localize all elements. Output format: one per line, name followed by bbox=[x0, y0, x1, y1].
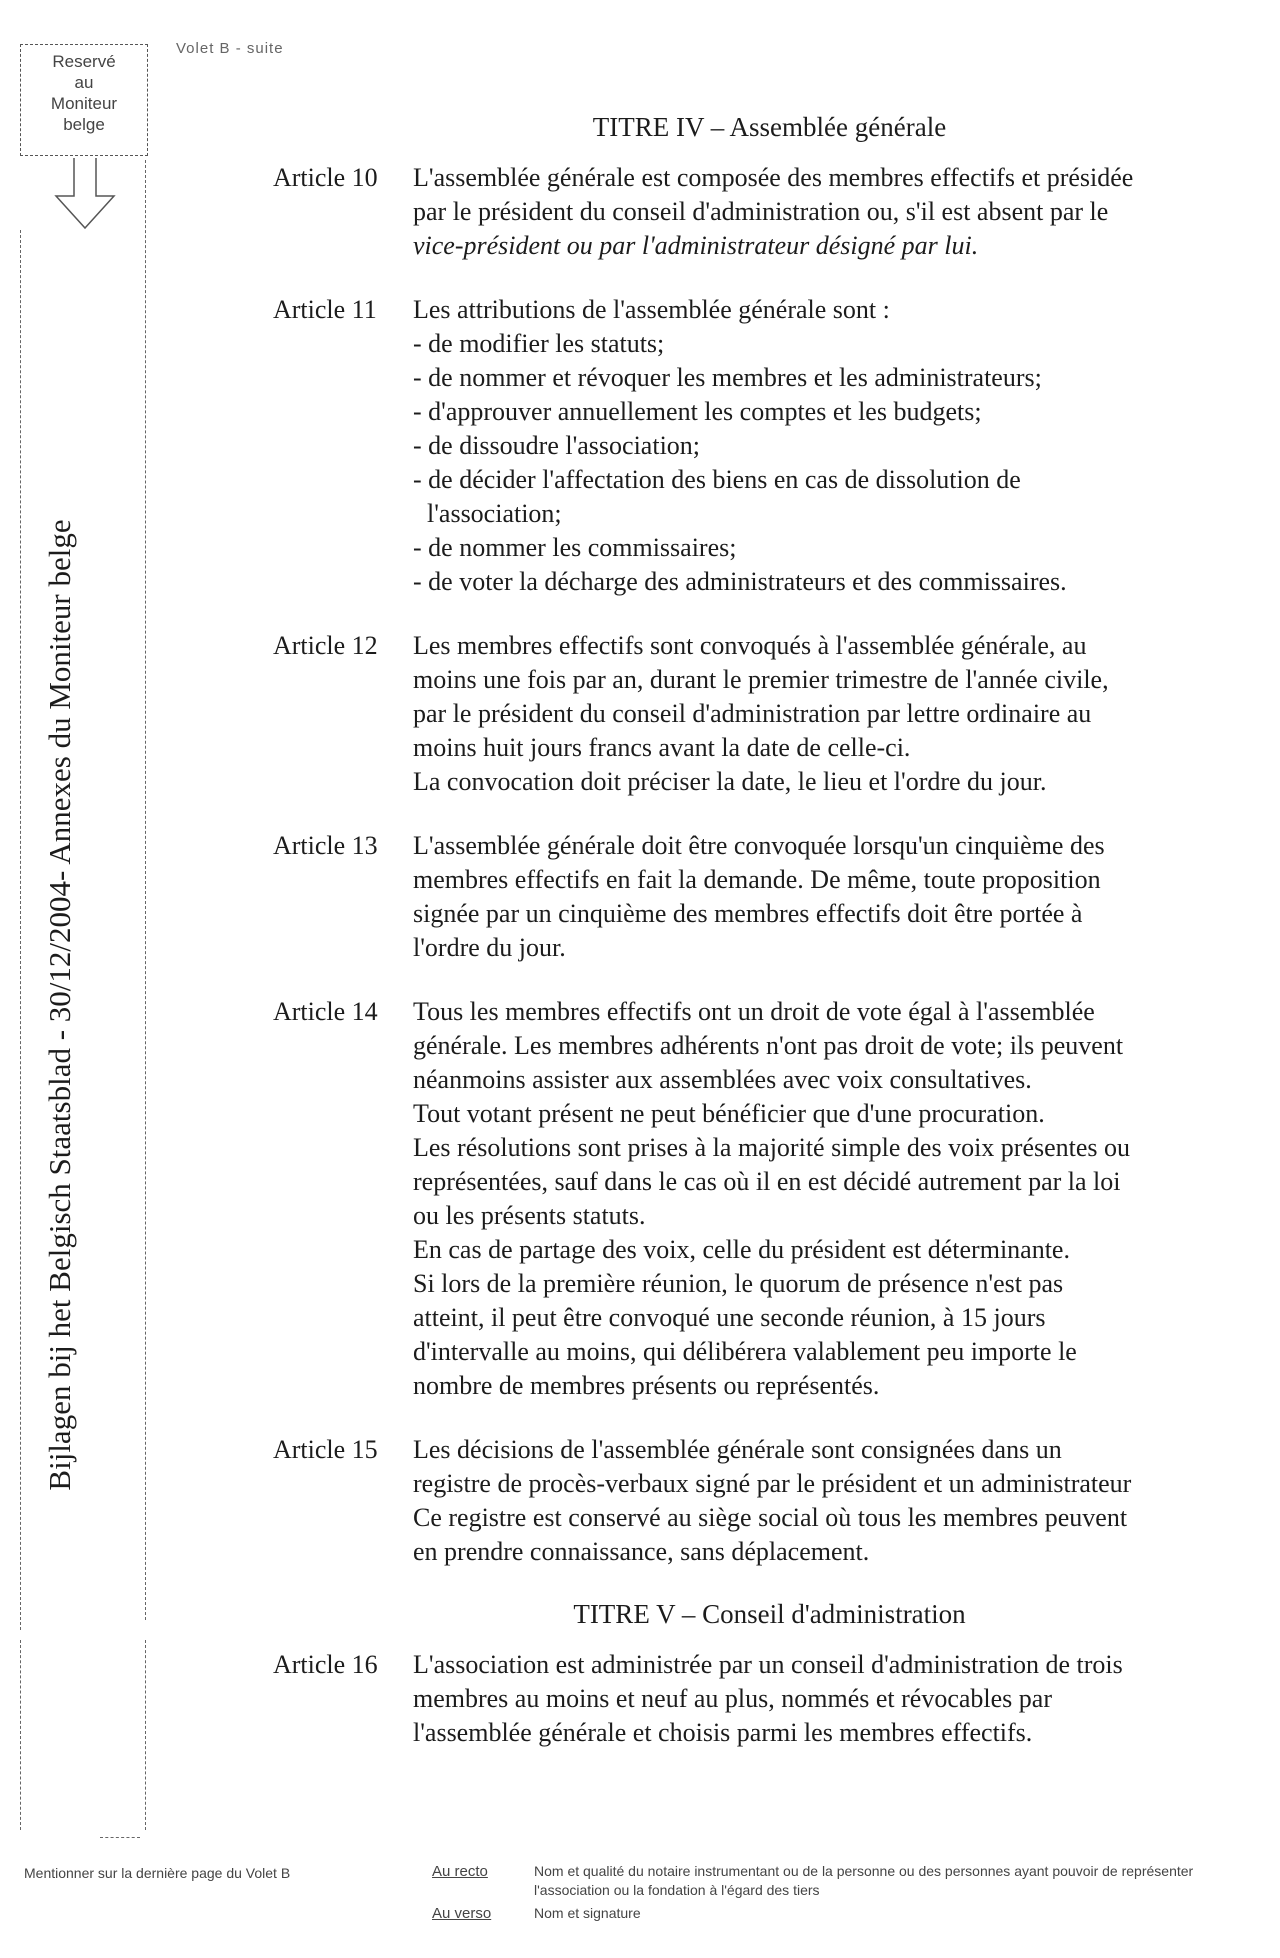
article-line: Les résolutions sont prises à la majorité simple des voix présentes ou bbox=[413, 1133, 1131, 1162]
article-block bbox=[273, 829, 1258, 965]
reserve-line: Reservé bbox=[52, 52, 116, 71]
reserve-line: belge bbox=[63, 115, 105, 134]
article-line: - de nommer les commissaires; bbox=[413, 533, 737, 562]
article-line: - de décider l'affectation des biens en cas de dissolution de bbox=[413, 465, 1021, 494]
article-line: - de modifier les statuts; bbox=[413, 329, 665, 358]
article-label: Article 16 bbox=[273, 1650, 378, 1679]
margin-dashed-line bbox=[20, 1640, 21, 1830]
article-block bbox=[273, 1648, 1258, 1750]
article-line: En cas de partage des voix, celle du président est déterminante. bbox=[413, 1235, 1070, 1264]
article-body bbox=[413, 995, 1258, 1403]
article-label: Article 15 bbox=[273, 1435, 378, 1464]
article-line: moins huit jours francs avant la date de celle-ci. bbox=[413, 733, 911, 762]
reserve-box bbox=[20, 44, 148, 156]
document-body bbox=[273, 112, 1258, 1780]
article-line: La convocation doit préciser la date, le lieu et l'ordre du jour. bbox=[413, 767, 1047, 796]
article-line: Tous les membres effectifs ont un droit de vote égal à l'assemblée bbox=[413, 997, 1095, 1026]
article-line: l'association; bbox=[427, 499, 562, 528]
article-line: nombre de membres présents ou représentés. bbox=[413, 1371, 880, 1400]
article-line: représentées, sauf dans le cas où il en est décidé autrement par la loi bbox=[413, 1167, 1121, 1196]
article-line: par le président du conseil d'administration ou, s'il est absent par le bbox=[413, 197, 1109, 226]
article-line: L'assemblée générale doit être convoquée lorsqu'un cinquième des bbox=[413, 831, 1105, 860]
article-line: L'assemblée générale est composée des membres effectifs et présidée bbox=[413, 163, 1134, 192]
article-body bbox=[413, 293, 1258, 599]
down-arrow-icon bbox=[52, 156, 118, 230]
article-label: Article 13 bbox=[273, 831, 378, 860]
article-label: Article 14 bbox=[273, 997, 378, 1026]
article-line: registre de procès-verbaux signé par le président et un administrateur bbox=[413, 1469, 1132, 1498]
article-line: Les attributions de l'assemblée générale sont : bbox=[413, 295, 890, 324]
article-label: Article 11 bbox=[273, 295, 377, 324]
article-line: par le président du conseil d'administration par lettre ordinaire au bbox=[413, 699, 1092, 728]
margin-dashed-line bbox=[20, 230, 21, 1630]
titre-v-heading: TITRE V – Conseil d'administration bbox=[573, 1599, 966, 1629]
article-line: - de dissoudre l'association; bbox=[413, 431, 701, 460]
article-line: d'intervalle au moins, qui délibérera valablement peu importe le bbox=[413, 1337, 1077, 1366]
article-line: signée par un cinquième des membres effectifs doit être portée à bbox=[413, 899, 1083, 928]
footer-verso-label: Au verso bbox=[432, 1905, 492, 1922]
article-line: vice-président ou par l'administrateur désigné par lui. bbox=[413, 231, 979, 260]
article-block bbox=[273, 629, 1258, 799]
article-body bbox=[413, 1433, 1258, 1569]
article-line: membres au moins et neuf au plus, nommés et révocables par bbox=[413, 1684, 1052, 1713]
article-block bbox=[273, 293, 1258, 599]
article-body bbox=[413, 161, 1258, 263]
article-line: Les décisions de l'assemblée générale sont consignées dans un bbox=[413, 1435, 1062, 1464]
article-line: moins une fois par an, durant le premier trimestre de l'année civile, bbox=[413, 665, 1109, 694]
article-block bbox=[273, 995, 1258, 1403]
article-line: en prendre connaissance, sans déplacement. bbox=[413, 1537, 870, 1566]
margin-dashed-line bbox=[145, 1640, 146, 1830]
article-line: - de nommer et révoquer les membres et les administrateurs; bbox=[413, 363, 1042, 392]
footer-divider bbox=[100, 1837, 140, 1838]
titre-iv-heading: TITRE IV – Assemblée générale bbox=[592, 112, 947, 142]
article-line: L'association est administrée par un conseil d'administration de trois bbox=[413, 1650, 1123, 1679]
footer-recto-text: Nom et qualité du notaire instrumentant ou de la personne ou des personnes ayant pouvoir de représenter l'association ou la fondation à l'égard des tiers bbox=[534, 1863, 1194, 1898]
articles-iv bbox=[273, 161, 1258, 1569]
reserve-line: Moniteur bbox=[50, 94, 118, 113]
article-line: ou les présents statuts. bbox=[413, 1201, 646, 1230]
article-label: Article 12 bbox=[273, 631, 378, 660]
top-note: Volet B - suite bbox=[176, 40, 284, 57]
margin-dashed-line bbox=[145, 160, 146, 1620]
article-block bbox=[273, 1433, 1258, 1569]
article-body bbox=[413, 829, 1258, 965]
reserve-line: au bbox=[74, 73, 94, 92]
article-body bbox=[413, 629, 1258, 799]
article-block bbox=[273, 161, 1258, 263]
footer-verso-text: Nom et signature bbox=[534, 1905, 641, 1921]
article-line: Les membres effectifs sont convoqués à l'assemblée générale, au bbox=[413, 631, 1087, 660]
article-line: néanmoins assister aux assemblées avec voix consultatives. bbox=[413, 1065, 1032, 1094]
article-body bbox=[413, 1648, 1258, 1750]
article-line: - d'approuver annuellement les comptes et les budgets; bbox=[413, 397, 982, 426]
article-line: l'ordre du jour. bbox=[413, 933, 566, 962]
article-line: - de voter la décharge des administrateurs et des commissaires. bbox=[413, 567, 1067, 596]
article-line: générale. Les membres adhérents n'ont pas droit de vote; ils peuvent bbox=[413, 1031, 1124, 1060]
article-line: l'assemblée générale et choisis parmi les membres effectifs. bbox=[413, 1718, 1033, 1747]
article-line: Ce registre est conservé au siège social où tous les membres peuvent bbox=[413, 1503, 1128, 1532]
article-line: Si lors de la première réunion, le quorum de présence n'est pas bbox=[413, 1269, 1064, 1298]
footer-recto-label: Au recto bbox=[432, 1863, 488, 1880]
article-line: membres effectifs en fait la demande. De même, toute proposition bbox=[413, 865, 1101, 894]
articles-v bbox=[273, 1648, 1258, 1750]
side-text-label: Bijlagen bij het Belgisch Staatsblad - 30/12/2004- Annexes du Moniteur belge bbox=[42, 519, 77, 1491]
article-line: atteint, il peut être convoqué une seconde réunion, à 15 jours bbox=[413, 1303, 1046, 1332]
article-line: Tout votant présent ne peut bénéficier que d'une procuration. bbox=[413, 1099, 1045, 1128]
article-label: Article 10 bbox=[273, 163, 378, 192]
footer-note: Mentionner sur la dernière page du Volet B bbox=[24, 1865, 291, 1881]
